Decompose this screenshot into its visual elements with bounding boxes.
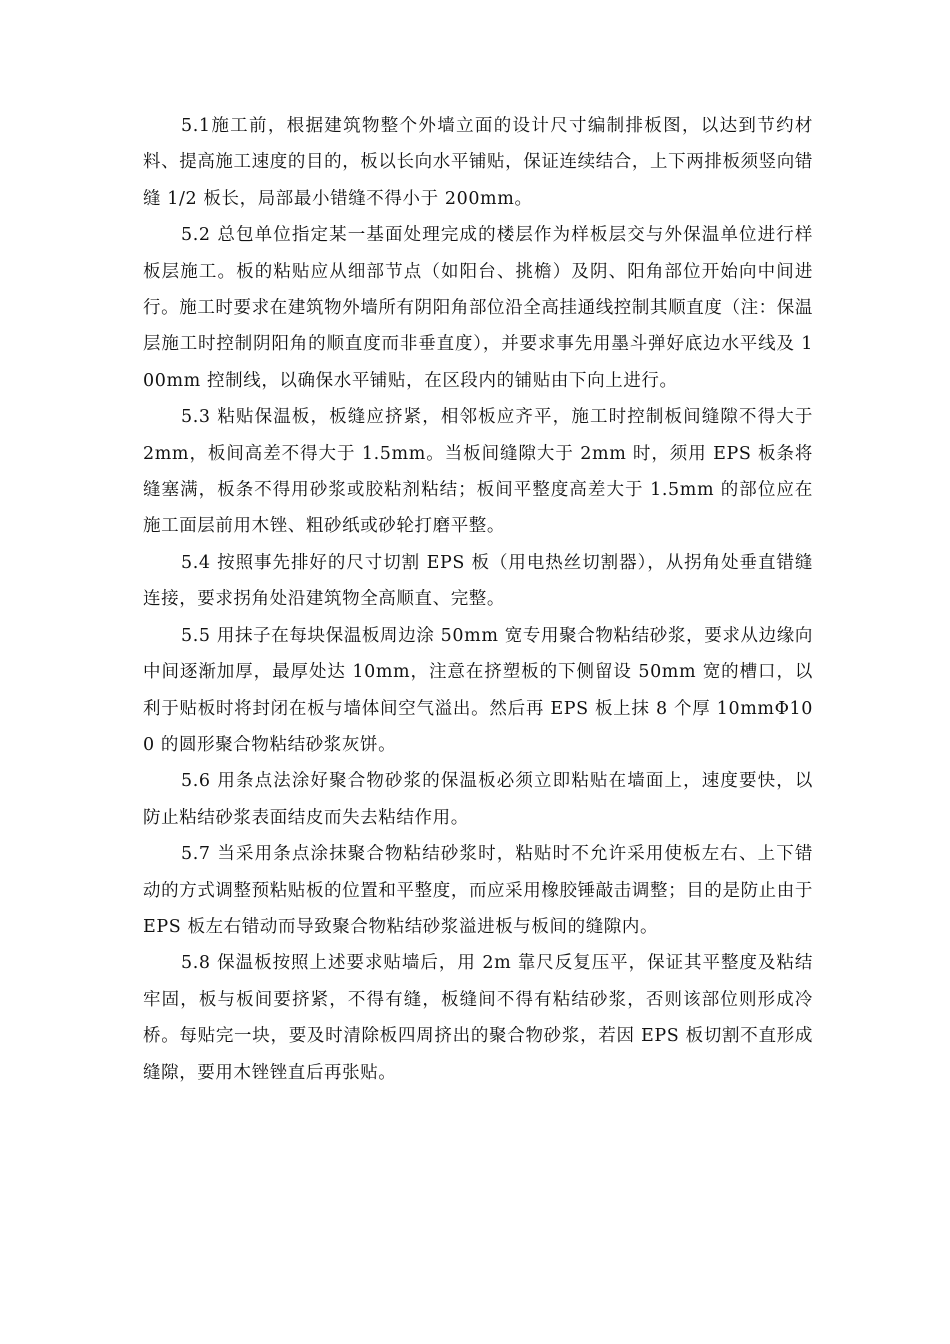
paragraph-5-3: 5.3 粘贴保温板，板缝应挤紧，相邻板应齐平，施工时控制板间缝隙不得大于 2mm，板间高差不得大于 1.5mm。当板间缝隙大于 2mm 时，须用 EPS 板条将缝塞满，板条不得用砂浆或胶粘剂粘结；板间平整度高差大于 1.5mm 的部位应在施工面层前用木锉、粗砂纸或砂轮打磨平整。 (143, 407, 813, 537)
paragraph-5-7: 5.7 当采用条点涂抹聚合物粘结砂浆时，粘贴时不允许采用使板左右、上下错动的方式调整预粘贴板的位置和平整度，而应采用橡胶锤敲击调整；目的是防止由于 EPS 板左右错动而导致聚合物粘结砂浆溢进板与板间的缝隙内。 (143, 844, 813, 937)
document-body (143, 108, 813, 1091)
paragraph-5-4: 5.4 按照事先排好的尺寸切割 EPS 板（用电热丝切割器），从拐角处垂直错缝连接，要求拐角处沿建筑物全高顺直、完整。 (143, 552, 813, 610)
paragraph-5-5: 5.5 用抹子在每块保温板周边涂 50mm 宽专用聚合物粘结砂浆，要求从边缘向中间逐渐加厚，最厚处达 10mm，注意在挤塑板的下侧留设 50mm 宽的槽口，以利于贴板时将封闭在板与墙体间空气溢出。然后再 EPS 板上抹 8 个厚 10mmΦ100 的圆形聚合物粘结砂浆灰饼。 (143, 625, 813, 755)
paragraph-5-1: 5.1施工前，根据建筑物整个外墙立面的设计尺寸编制排板图，以达到节约材料、提高施工速度的目的，板以长向水平铺贴，保证连续结合，上下两排板须竖向错缝 1/2 板长，局部最小错缝不得小于 200mm。 (143, 116, 813, 209)
paragraph-5-6: 5.6 用条点法涂好聚合物砂浆的保温板必须立即粘贴在墙面上，速度要快，以防止粘结砂浆表面结皮而失去粘结作用。 (143, 771, 813, 828)
paragraph-5-8: 5.8 保温板按照上述要求贴墙后，用 2m 靠尺反复压平，保证其平整度及粘结牢固，板与板间要挤紧，不得有缝，板缝间不得有粘结砂浆，否则该部位则形成冷桥。每贴完一块，要及时清除板四周挤出的聚合物砂浆，若因 EPS 板切割不直形成缝隙，要用木锉锉直后再张贴。 (143, 953, 813, 1083)
paragraph-5-2: 5.2 总包单位指定某一基面处理完成的楼层作为样板层交与外保温单位进行样板层施工。板的粘贴应从细部节点（如阳台、挑檐）及阴、阳角部位开始向中间进行。施工时要求在建筑物外墙所有阴阳角部位沿全高挂通线控制其顺直度（注：保温层施工时控制阴阳角的顺直度而非垂直度），并要求事先用墨斗弹好底边水平线及 100mm 控制线，以确保水平铺贴，在区段内的铺贴由下向上进行。 (143, 225, 813, 391)
